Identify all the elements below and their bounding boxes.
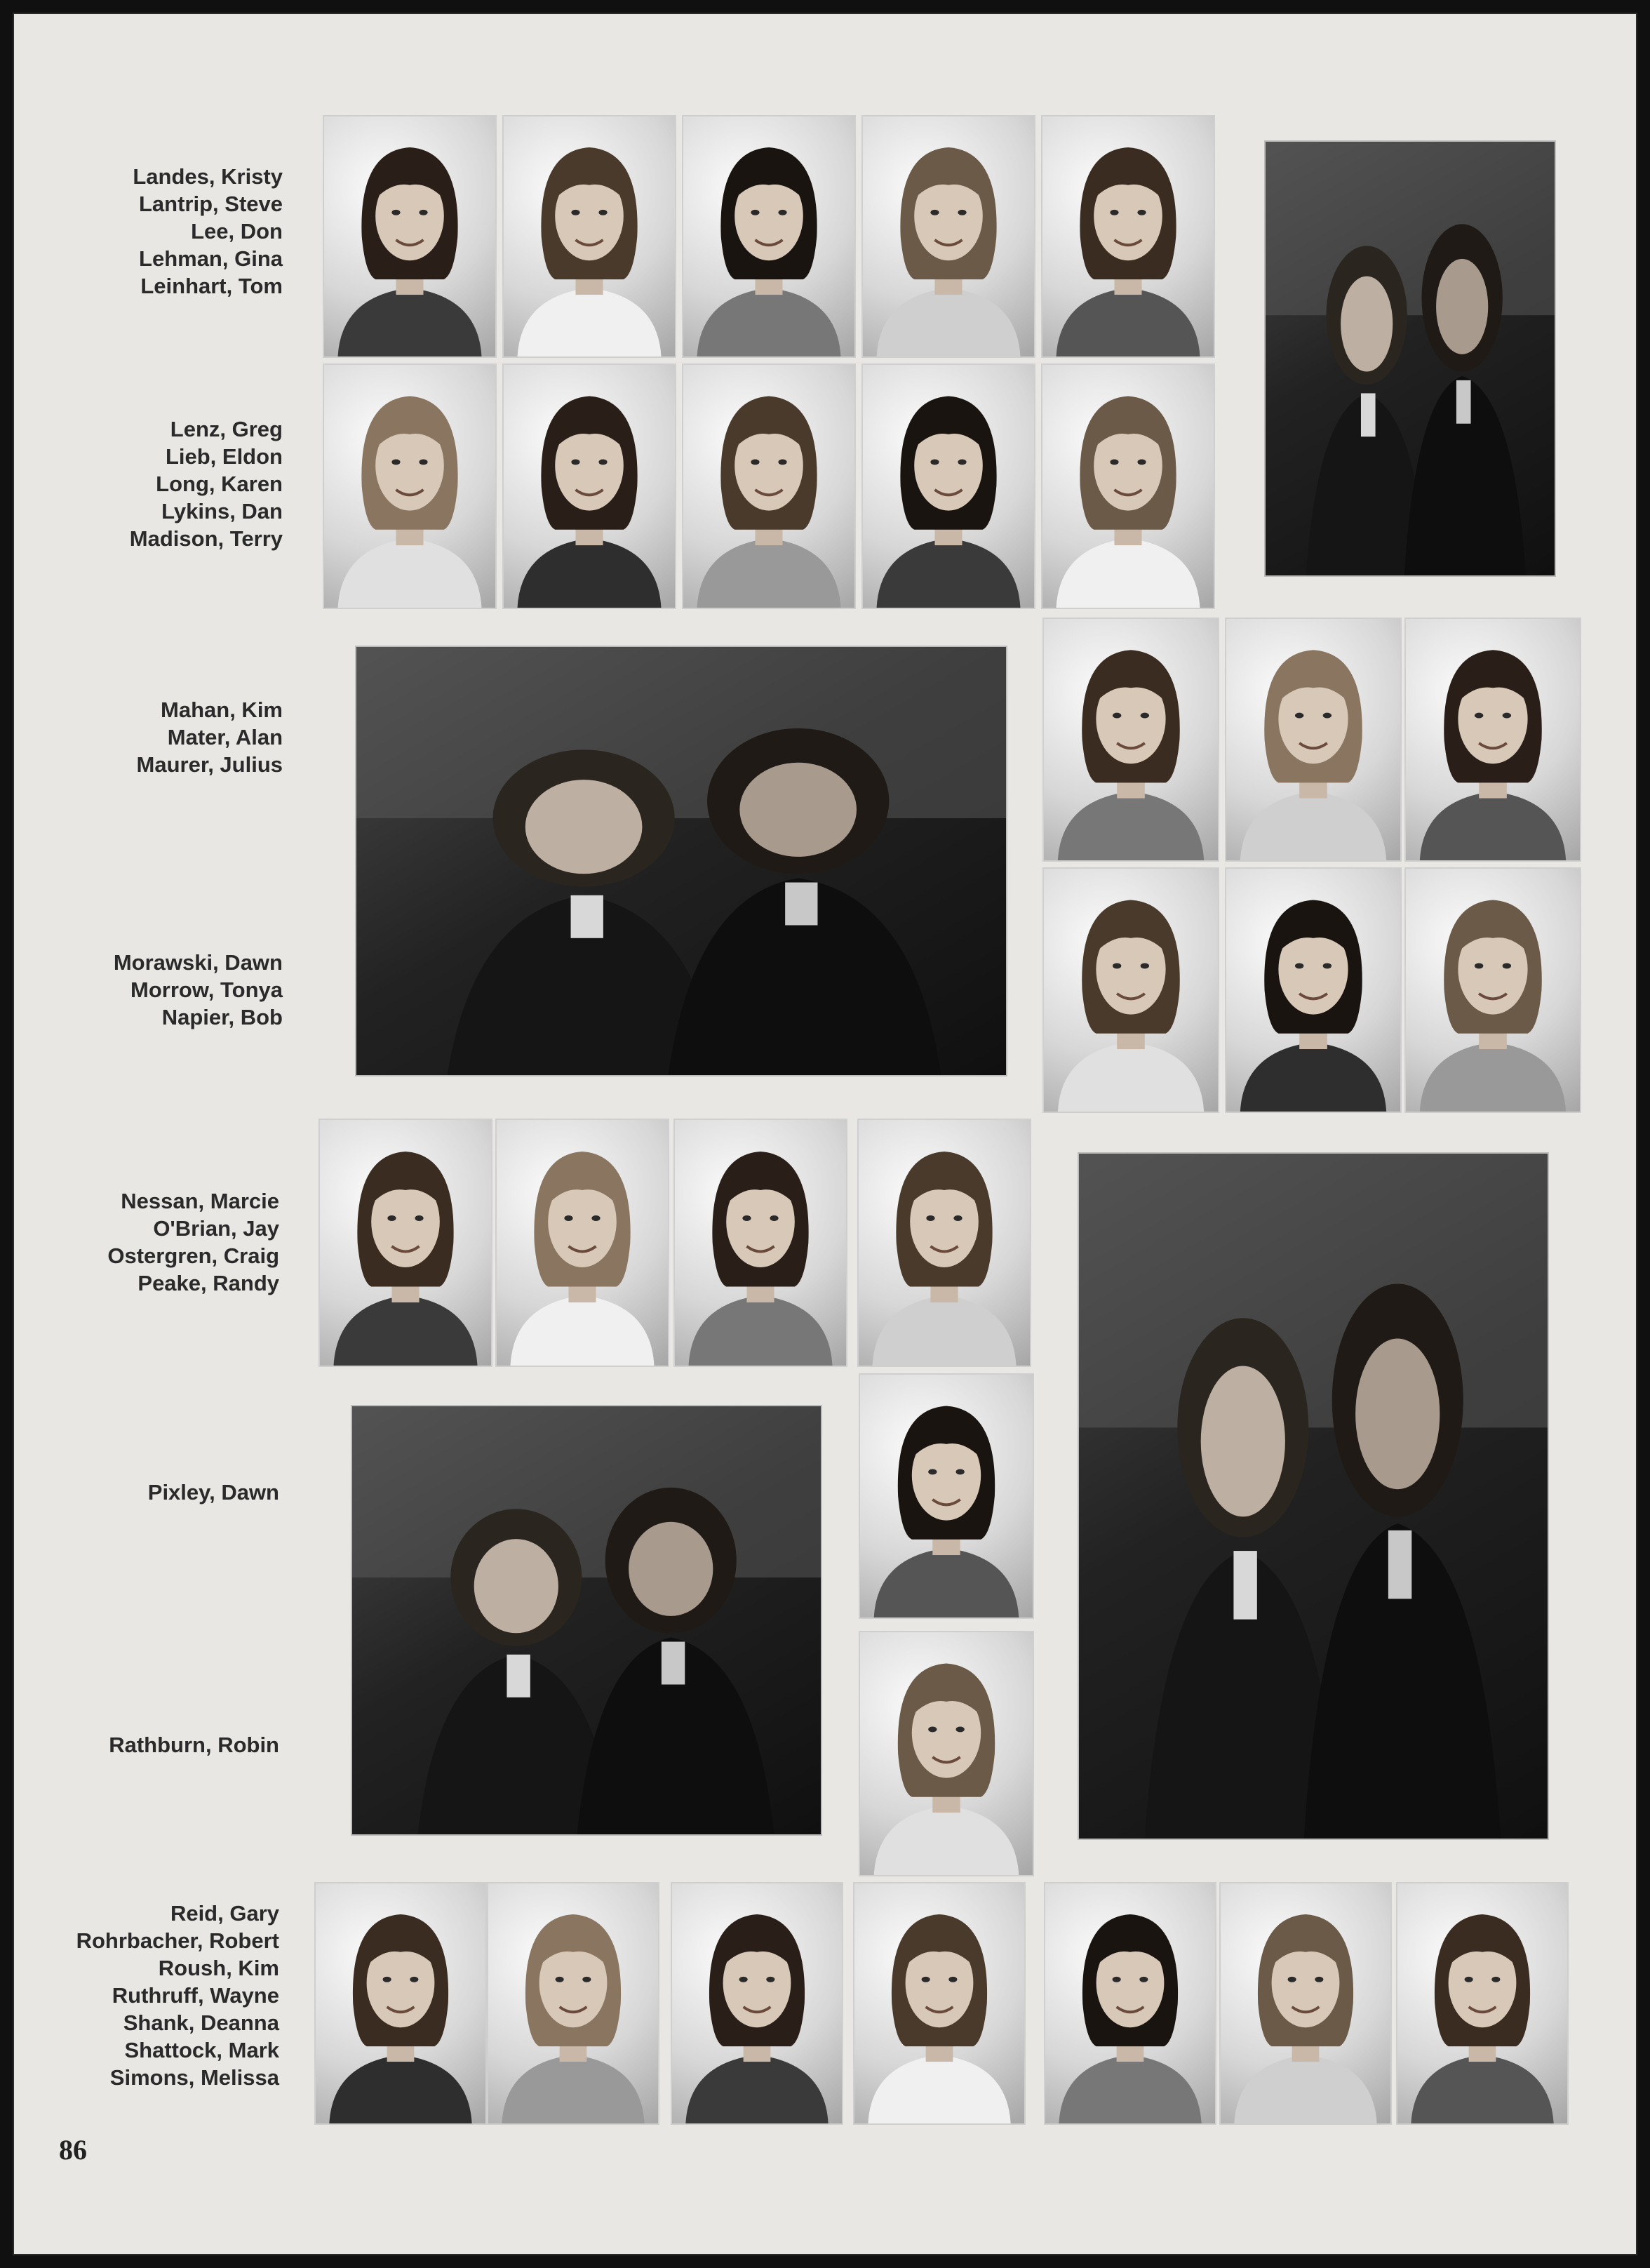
name-list-row-6 [148,1479,279,1506]
student-portrait [323,115,497,358]
name-list-row-1 [133,163,283,300]
student-name: Lehman, Gina [139,246,283,271]
student-portrait [1041,115,1215,358]
student-name: Nessan, Marcie [121,1189,279,1213]
student-name: Pixley, Dawn [147,1480,279,1505]
student-name: Ruthruff, Wayne [112,1983,279,2008]
student-portrait [859,1373,1034,1619]
student-name: Maurer, Julius [136,752,283,777]
student-name: Lantrip, Steve [139,192,283,216]
candid-photo-two-girls [355,646,1007,1076]
student-name: Simons, Melissa [109,2065,279,2090]
student-name: Roush, Kim [158,1956,279,1980]
student-portrait [502,115,676,358]
student-name: Shank, Deanna [123,2010,279,2035]
student-portrait [682,363,856,609]
student-portrait [487,1882,659,2125]
student-portrait [502,363,676,609]
student-name: Morawski, Dawn [113,950,283,975]
student-portrait [1041,363,1215,609]
student-portrait [673,1119,847,1367]
student-name: Mahan, Kim [161,698,283,722]
student-name: Reid, Gary [170,1901,279,1926]
student-portrait [861,115,1035,358]
student-portrait [1042,618,1219,862]
candid-photo-classroom [351,1405,822,1836]
student-portrait [323,363,497,609]
student-name: Napier, Bob [161,1005,283,1029]
student-name: Mater, Alan [167,725,283,749]
student-name: O'Brian, Jay [153,1216,279,1241]
student-portrait [671,1882,843,2125]
candid-photo-band-room [1078,1152,1549,1840]
student-portrait [1404,867,1581,1113]
student-portrait [495,1119,669,1367]
student-name: Peake, Randy [138,1271,279,1295]
name-list-row-5 [107,1187,279,1297]
student-name: Shattock, Mark [124,2038,279,2062]
student-portrait [1044,1882,1216,2125]
student-name: Lenz, Greg [170,417,283,441]
student-name: Landes, Kristy [133,164,283,189]
student-name: Ostergren, Craig [107,1243,279,1268]
student-name: Rohrbacher, Robert [76,1928,279,1953]
student-portrait [1225,867,1402,1113]
name-list-row-7 [109,1731,279,1759]
student-name: Morrow, Tonya [130,978,283,1002]
student-name: Lee, Don [191,219,283,244]
student-portrait [1219,1882,1392,2125]
student-portrait [853,1882,1026,2125]
candid-photo-band-members [1264,140,1556,577]
name-list-row-8 [76,1900,279,2091]
student-portrait [859,1631,1034,1876]
page-number: 86 [59,2134,87,2166]
student-portrait [857,1119,1031,1367]
student-name: Long, Karen [156,472,283,496]
student-name: Rathburn, Robin [109,1733,279,1757]
student-portrait [861,363,1035,609]
yearbook-page [13,13,1637,2255]
student-name: Lieb, Eldon [165,444,283,469]
student-portrait [682,115,856,358]
student-portrait [314,1882,487,2125]
name-list-row-4 [114,949,283,1031]
student-portrait [1225,618,1402,862]
student-name: Madison, Terry [129,526,283,551]
student-portrait [1404,618,1581,862]
student-portrait [318,1119,492,1367]
student-name: Leinhart, Tom [140,274,283,298]
student-portrait [1396,1882,1569,2125]
name-list-row-3 [137,696,283,778]
name-list-row-2 [130,415,283,552]
student-portrait [1042,867,1219,1113]
student-name: Lykins, Dan [161,499,283,523]
